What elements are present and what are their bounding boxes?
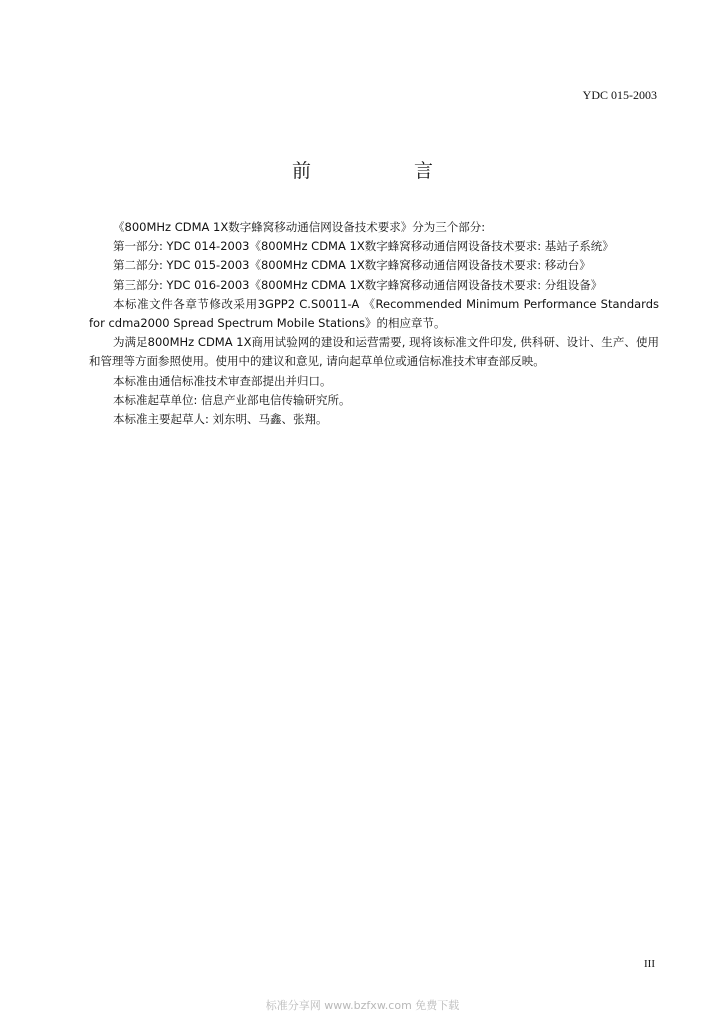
page-title: 前 言: [291, 160, 475, 182]
paragraph-intro: 《800MHz CDMA 1X数字蜂窝移动通信网设备技术要求》分为三个部分:: [113, 220, 486, 234]
paragraph-proposer: 本标准由通信标准技术审查部提出并归口。: [113, 373, 332, 388]
paragraph-adoption: 本标准文件各章节修改采用3GPP2 C.S0011-A 《Recommended Minimum Performance Standards for cdma2000 Spread Spectrum Mobile Stations》的相应章节。: [89, 296, 663, 331]
page-number: III: [644, 958, 655, 970]
paragraph-part-two: 第二部分: YDC 015-2003《800MHz CDMA 1X数字蜂窝移动通信网设备技术要求: 移动台》: [113, 258, 591, 273]
paragraph-part-three: 第三部分: YDC 016-2003《800MHz CDMA 1X数字蜂窝移动通信网设备技术要求: 分组设备》: [113, 277, 603, 292]
document-code: YDC 015-2003: [582, 88, 657, 102]
foreword-body: [89, 218, 663, 429]
paragraph-part-one: 第一部分: YDC 014-2003《800MHz CDMA 1X数字蜂窝移动通信网设备技术要求: 基站子系统》: [113, 239, 614, 254]
paragraph-purpose: 为满足800MHz CDMA 1X商用试验网的建设和运营需要, 现将该标准文件印发, 供科研、设计、生产、使用和管理等方面参照使用。使用中的建议和意见, 请向起草单位或通信标准技术审查部反映。: [89, 335, 659, 369]
watermark-text: 标准分享网 www.bzfxw.com 免费下载: [265, 999, 460, 1012]
paragraph-drafting-unit: 本标准起草单位: 信息产业部电信传输研究所。: [113, 392, 351, 407]
paragraph-drafters: 本标准主要起草人: 刘东明、马鑫、张翔。: [113, 412, 328, 427]
